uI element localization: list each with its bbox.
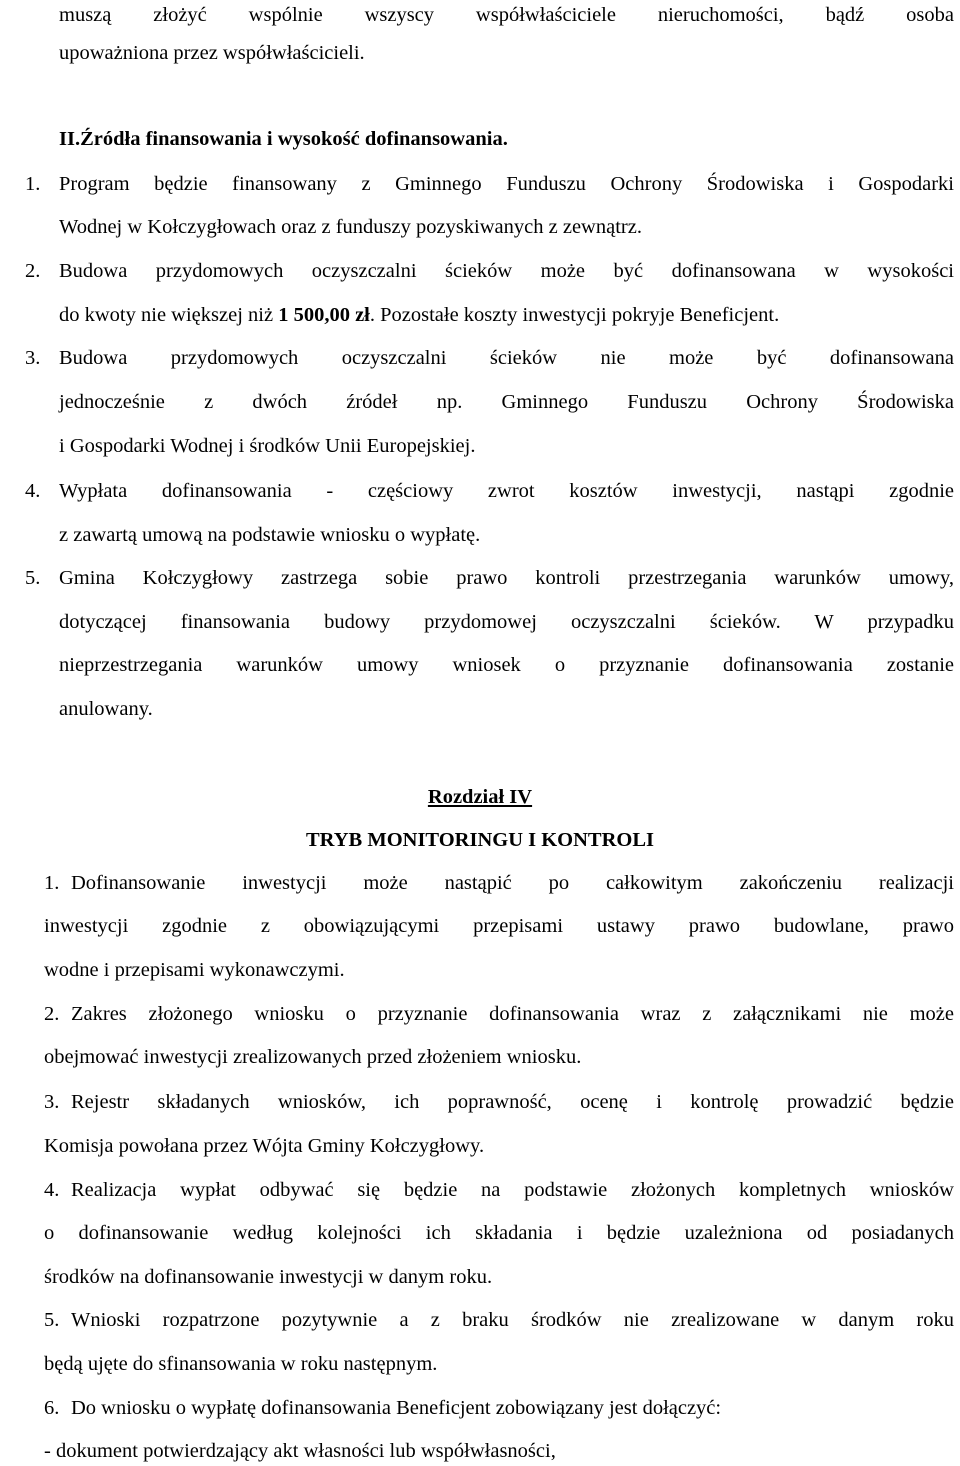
list-item: 2. Zakres złożonego wniosku o przyznanie dofinansowania wraz z załącznikami nie może bbox=[44, 1003, 954, 1025]
list-item-line: środków na dofinansowanie inwestycji w danym roku. bbox=[44, 1266, 493, 1288]
chapter-subtitle: TRYB MONITORINGU I KONTROLI bbox=[305, 829, 655, 851]
list-item-line: obejmować inwestycji zrealizowanych przed złożeniem wniosku. bbox=[44, 1046, 582, 1068]
list-item-line: wodne i przepisami wykonawczymi. bbox=[44, 959, 345, 981]
list-item-line: anulowany. bbox=[59, 698, 153, 720]
list-item: 4. Wypłata dofinansowania - częściowy zwrot kosztów inwestycji, nastąpi zgodnie bbox=[25, 480, 954, 502]
list-item: 3. Budowa przydomowych oczyszczalni ścieków nie może być dofinansowana bbox=[25, 347, 954, 369]
list-item: 1. Dofinansowanie inwestycji może nastąpić po całkowitym zakończeniu realizacji bbox=[44, 872, 954, 894]
list-item-line: - dokument potwierdzający akt własności lub współwłasności, bbox=[44, 1440, 556, 1462]
list-item: 5. Gmina Kołczygłowy zastrzega sobie prawo kontroli przestrzegania warunków umowy, bbox=[25, 567, 954, 589]
list-item-line: o dofinansowanie według kolejności ich składania i będzie uzależniona od posiadanych bbox=[44, 1222, 954, 1244]
list-item-line: dotyczącej finansowania budowy przydomowej oczyszczalni ścieków. W przypadku bbox=[59, 611, 954, 633]
list-item: 5. Wnioski rozpatrzone pozytywnie a z braku środków nie zrealizowane w danym roku bbox=[44, 1309, 954, 1331]
chapter-title: Rozdział IV bbox=[427, 786, 533, 808]
list-item: 6. Do wniosku o wypłatę dofinansowania Beneficjent zobowiązany jest dołączyć: bbox=[44, 1397, 722, 1419]
list-item-line: Komisja powołana przez Wójta Gminy Kołczygłowy. bbox=[44, 1135, 485, 1157]
list-item-line: nieprzestrzegania warunków umowy wniosek o przyznanie dofinansowania zostanie bbox=[59, 654, 954, 676]
list-item: 3. Rejestr składanych wniosków, ich poprawność, ocenę i kontrolę prowadzić będzie bbox=[44, 1091, 954, 1113]
list-item: 1. Program będzie finansowany z Gminnego Funduszu Ochrony Środowiska i Gospodarki bbox=[25, 173, 954, 195]
list-item-line: Wodnej w Kołczygłowach oraz z funduszy pozyskiwanych z zewnątrz. bbox=[59, 216, 642, 238]
paragraph-line: muszą złożyć wspólnie wszyscy współwłaściciele nieruchomości, bądź osoba bbox=[59, 4, 954, 26]
section-heading: II.Źródła finansowania i wysokość dofinansowania. bbox=[59, 128, 508, 150]
list-item-line: z zawartą umową na podstawie wniosku o wypłatę. bbox=[59, 524, 481, 546]
list-item-line: do kwoty nie większej niż 1 500,00 zł. Pozostałe koszty inwestycji pokryje Beneficjent. bbox=[59, 304, 780, 326]
list-item-line: jednocześnie z dwóch źródeł np. Gminnego Funduszu Ochrony Środowiska bbox=[59, 391, 954, 413]
amount-value: 1 500,00 zł bbox=[278, 304, 370, 326]
paragraph-line: upoważniona przez współwłaścicieli. bbox=[59, 42, 365, 64]
list-item: 4. Realizacja wypłat odbywać się będzie na podstawie złożonych kompletnych wniosków bbox=[44, 1179, 954, 1201]
list-item-line: i Gospodarki Wodnej i środków Unii Europejskiej. bbox=[59, 435, 476, 457]
list-item-line: będą ujęte do sfinansowania w roku następnym. bbox=[44, 1353, 438, 1375]
list-item: 2. Budowa przydomowych oczyszczalni ścieków może być dofinansowana w wysokości bbox=[25, 260, 954, 282]
list-item-line: inwestycji zgodnie z obowiązującymi przepisami ustawy prawo budowlane, prawo bbox=[44, 915, 954, 937]
